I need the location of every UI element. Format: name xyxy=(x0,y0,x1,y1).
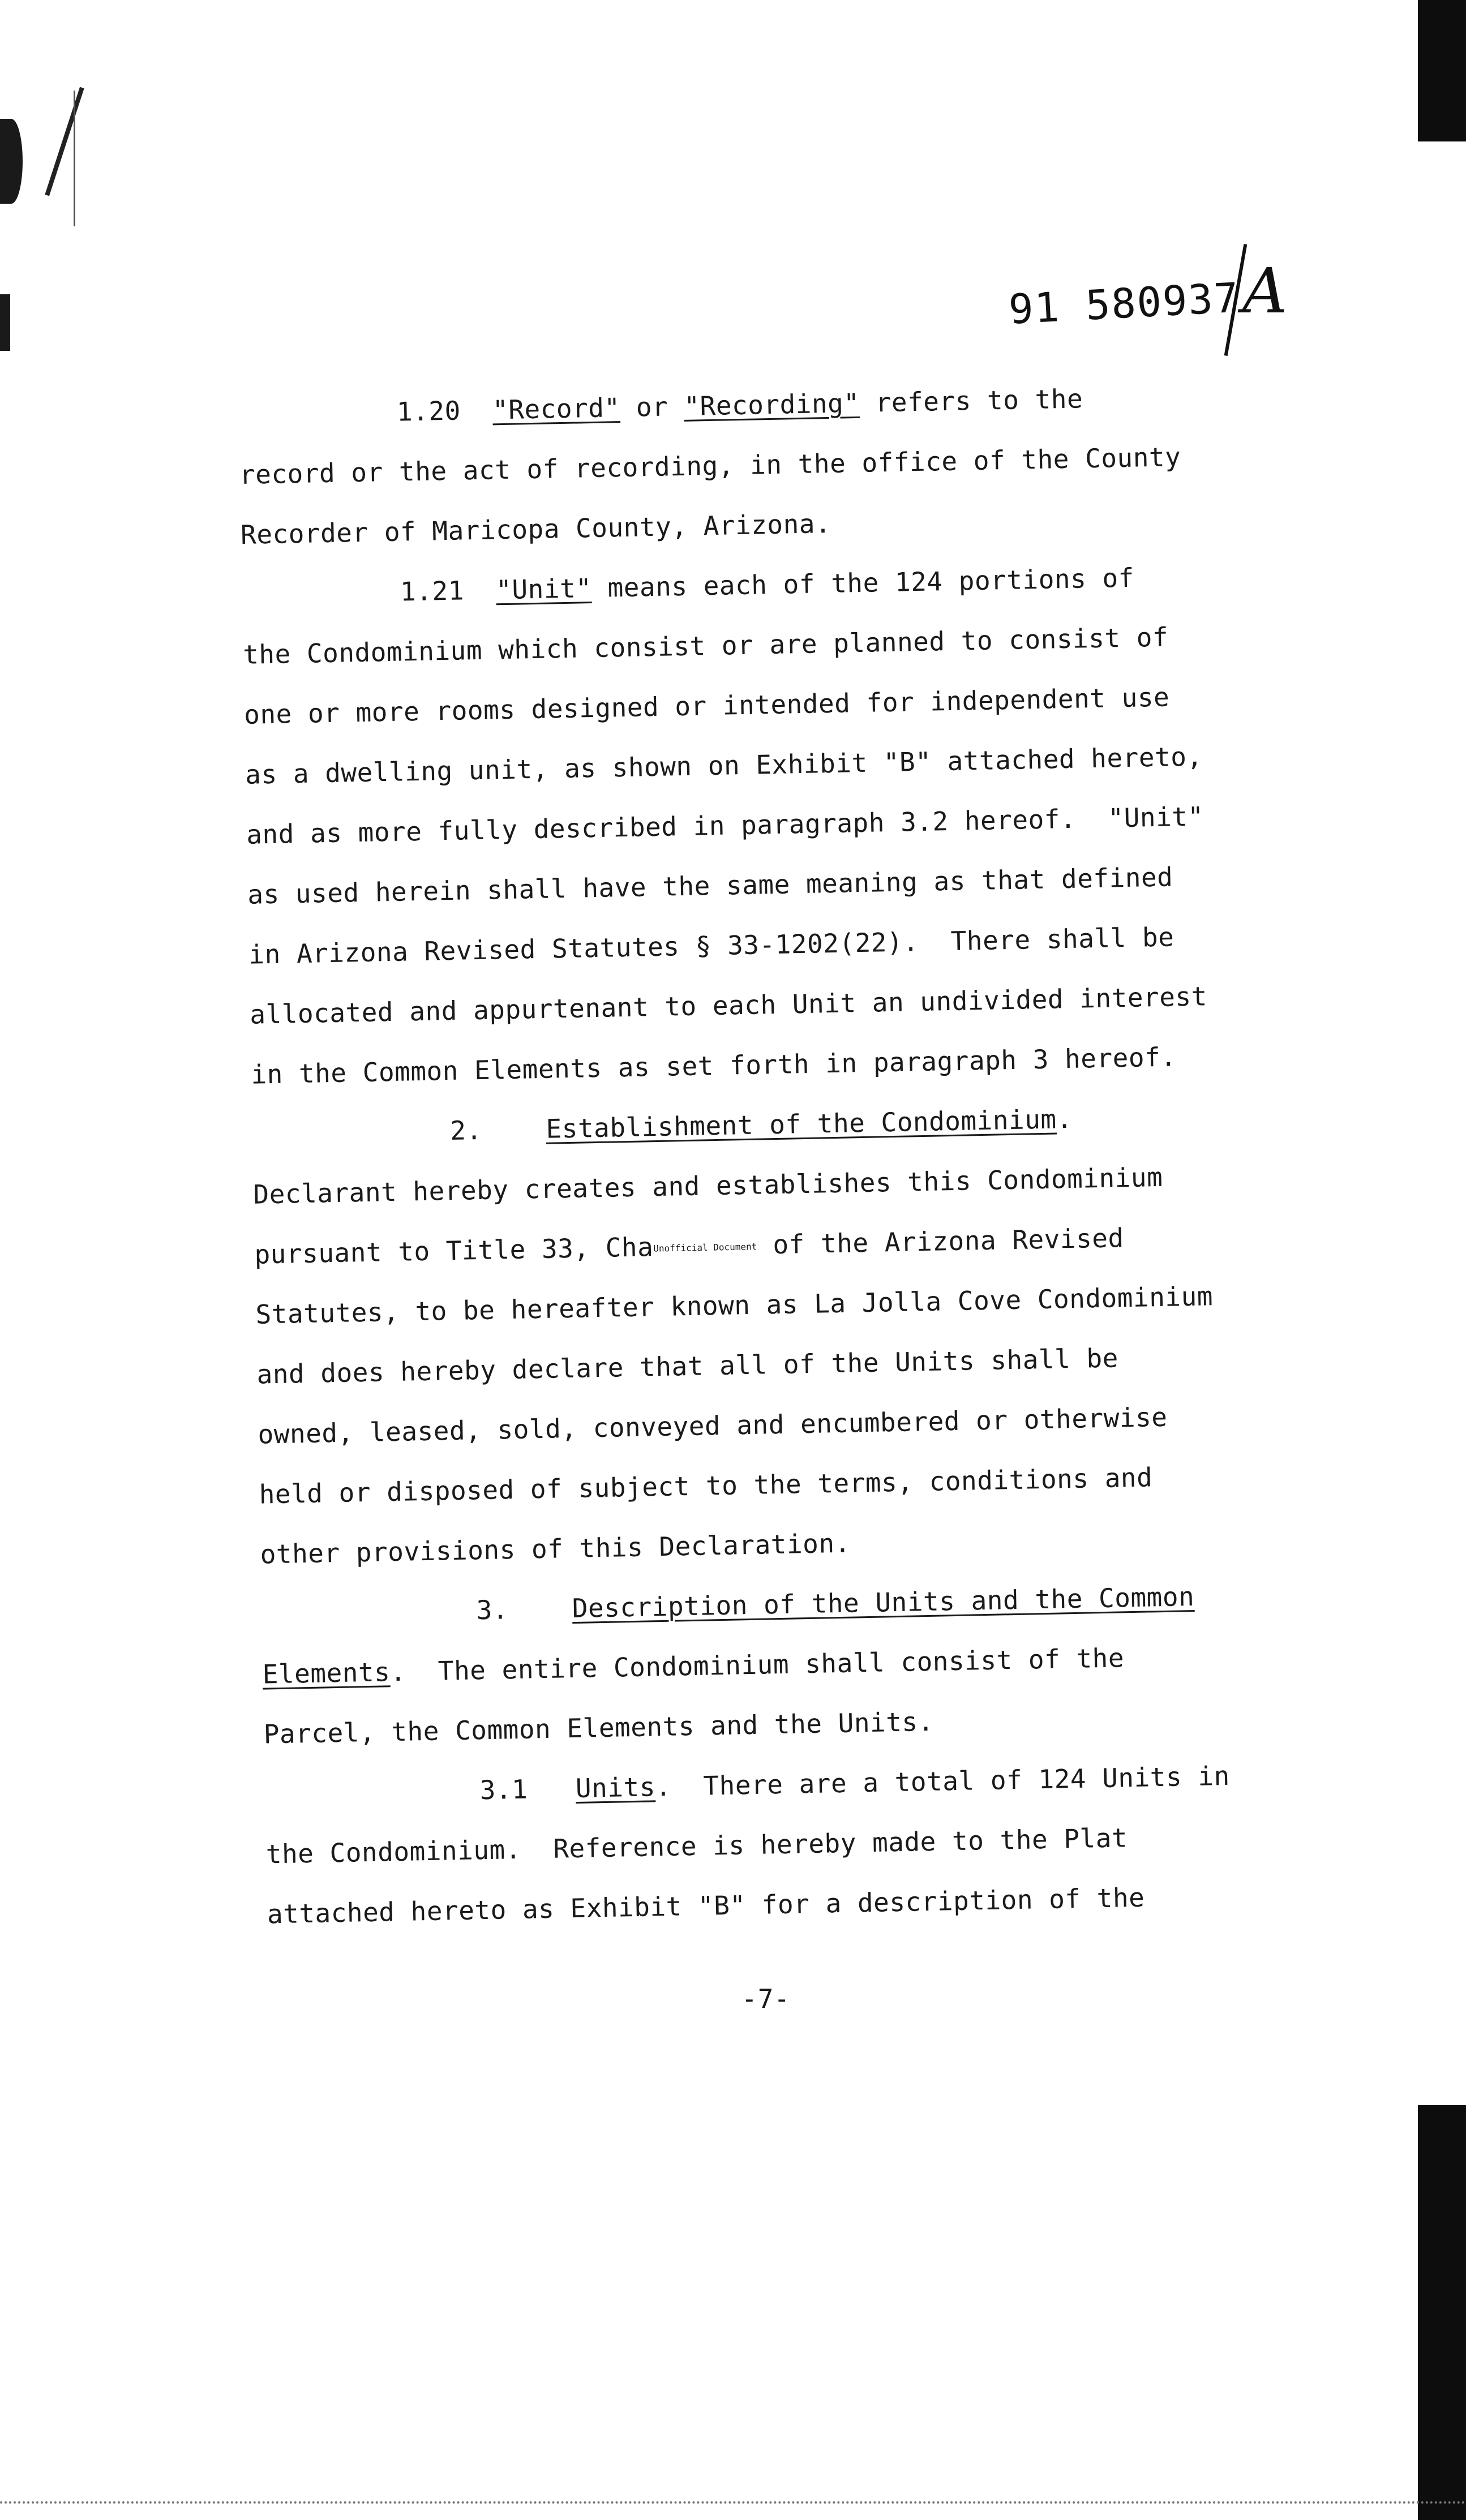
subsection-title: Units xyxy=(575,1771,656,1804)
body-line: one or more rooms designed or intended for independent use xyxy=(243,681,1170,730)
body-line: in the Common Elements as set forth in paragraph 3 hereof. xyxy=(250,1041,1177,1090)
scan-binding-mark xyxy=(0,119,23,204)
scan-edge-shadow xyxy=(1418,0,1466,141)
body-line: 1.20 "Record" or "Recording" refers to the xyxy=(396,383,1083,427)
subsection-heading: 3.1 Units. There are a total of 124 Units in xyxy=(479,1760,1231,1806)
body-line: in Arizona Revised Statutes § 33-1202(22). There shall be xyxy=(248,921,1174,970)
body-line: Elements. The entire Condominium shall consist of the xyxy=(262,1642,1125,1690)
body-line: Recorder of Maricopa County, Arizona. xyxy=(240,508,831,550)
recording-number: 91 580937 xyxy=(1008,273,1241,333)
body-line: 1.21 "Unit" means each of the 124 portions of xyxy=(400,562,1135,607)
section-heading: 2. Establishment of the Condominium. xyxy=(449,1103,1073,1147)
scan-corner-mark xyxy=(45,87,84,196)
body-line: owned, leased, sold, conveyed and encumbered or otherwise xyxy=(258,1401,1168,1450)
scan-binding-mark xyxy=(0,294,10,351)
body-line: as a dwelling unit, as shown on Exhibit "B" attached hereto, xyxy=(245,741,1203,790)
section-title: Elements xyxy=(262,1656,391,1690)
scan-edge-shadow xyxy=(1418,2105,1466,2520)
scan-bottom-edge xyxy=(0,2501,1466,2509)
body-line: held or disposed of subject to the terms, conditions and xyxy=(259,1462,1153,1510)
section-title: Establishment of the Condominium xyxy=(545,1104,1057,1144)
handwritten-suffix: A xyxy=(1242,255,1288,327)
body-line: Parcel, the Common Elements and the Units. xyxy=(263,1706,935,1750)
defined-term: "Unit" xyxy=(495,573,592,606)
section-title: Description of the Units and the Common xyxy=(572,1581,1195,1624)
section-heading: 3. Description of the Units and the Common xyxy=(476,1581,1195,1626)
body-line: pursuant to Title 33, ChaUnofficial Document of the Arizona Revised xyxy=(254,1222,1125,1270)
body-line: Declarant hereby creates and establishes this Condominium xyxy=(252,1161,1163,1210)
watermark-text: Unofficial Document xyxy=(653,1241,757,1254)
body-line: attached hereto as Exhibit "B" for a description of the xyxy=(267,1882,1145,1930)
body-line: as used herein shall have the same meaning as that defined xyxy=(247,861,1173,910)
body-line: other provisions of this Declaration. xyxy=(260,1527,851,1570)
body-line: the Condominium which consist or are planned to consist of xyxy=(242,621,1169,670)
body-line: the Condominium. Reference is hereby made to the Plat xyxy=(265,1822,1128,1870)
defined-term: "Recording" xyxy=(683,387,860,422)
page-number: -7- xyxy=(741,1984,791,2014)
body-line: and does hereby declare that all of the Units shall be xyxy=(256,1342,1119,1390)
document-body xyxy=(238,364,1321,1944)
body-line: record or the act of recording, in the office of the County xyxy=(239,441,1181,490)
body-line: and as more fully described in paragraph 3.2 hereof. "Unit" xyxy=(246,801,1204,850)
body-line: allocated and appurtenant to each Unit an undivided interest xyxy=(249,981,1208,1030)
body-line: Statutes, to be hereafter known as La Jolla Cove Condominium xyxy=(255,1281,1214,1330)
defined-term: "Record" xyxy=(492,392,621,426)
scan-corner-line xyxy=(74,91,75,226)
